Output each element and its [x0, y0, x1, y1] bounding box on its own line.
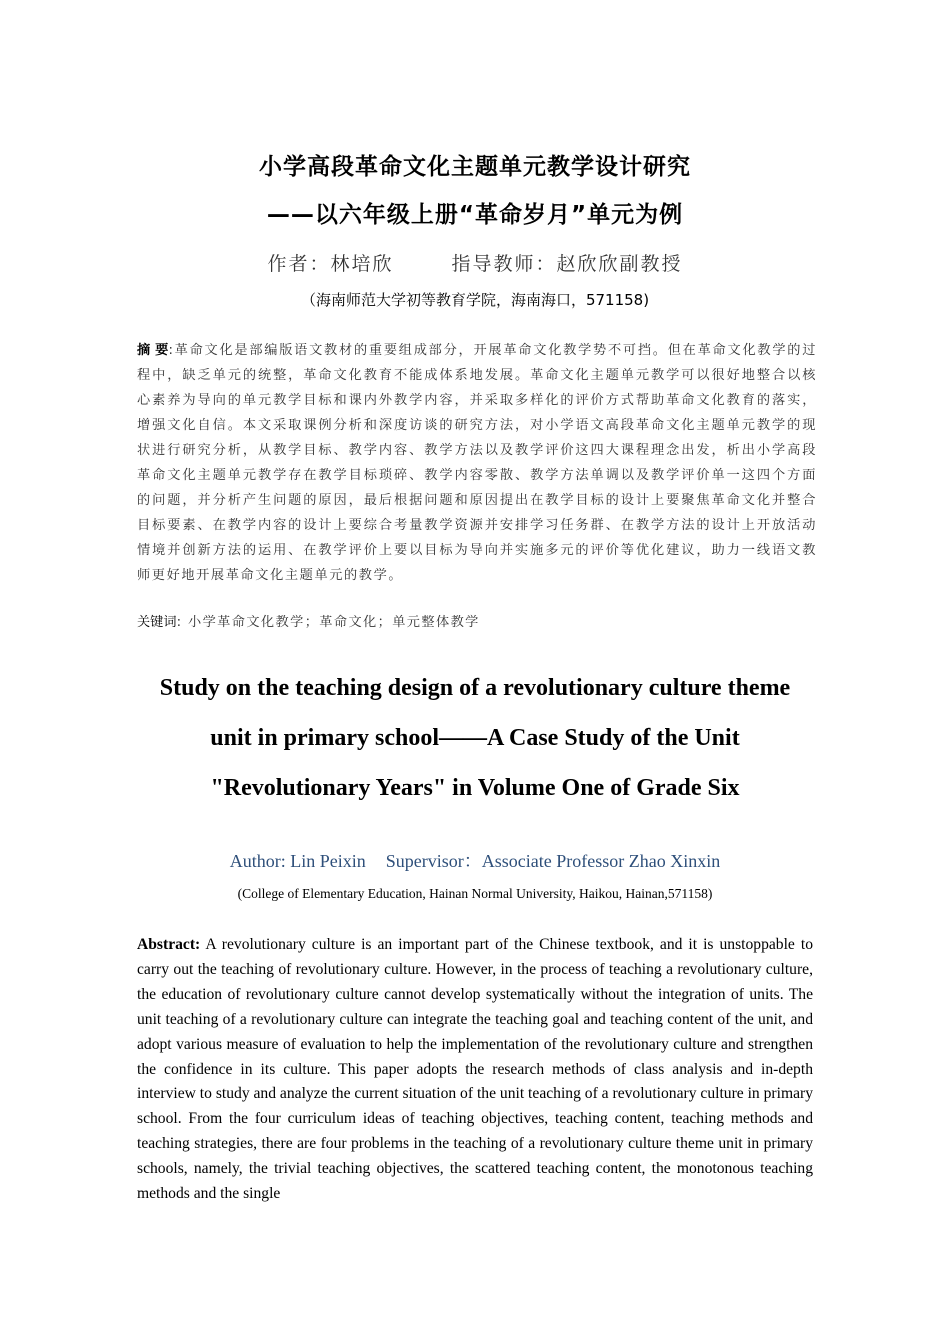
chinese-keywords-label: 关键词 — [137, 615, 177, 630]
english-abstract — [137, 933, 813, 1207]
english-affiliation: (College of Elementary Education, Hainan Normal University, Haikou, Hainan,571158) — [237, 886, 713, 901]
chinese-abstract-label: 摘 要 — [137, 343, 169, 358]
chinese-keywords — [137, 612, 817, 634]
english-supervisor: Supervisor：Associate Professor Zhao Xinxin — [385, 851, 721, 871]
chinese-affiliation: （海南师范大学初等教育学院，海南海口，571158) — [300, 291, 650, 309]
english-title-line-2: unit in primary school——A Case Study of the Unit — [210, 725, 740, 751]
chinese-title-line-2: ——以六年级上册“革命岁月”单元为例 — [266, 202, 684, 228]
english-author-line — [0, 847, 950, 873]
english-author: Author: Lin Peixin — [229, 851, 366, 871]
english-title-line-3: "Revolutionary Years" in Volume One of Grade Six — [210, 775, 740, 801]
chinese-keywords-text: : 小学革命文化教学；革命文化；单元整体教学 — [176, 615, 480, 630]
english-abstract-label: Abstract: — [137, 936, 201, 953]
chinese-title-line-1: 小学高段革命文化主题单元教学设计研究 — [259, 154, 691, 180]
chinese-abstract — [137, 338, 817, 588]
english-title — [95, 663, 855, 813]
chinese-author-line — [0, 249, 950, 276]
english-title-line-1: Study on the teaching design of a revolutionary culture theme — [159, 675, 791, 701]
english-abstract-text: A revolutionary culture is an important part of the Chinese textbook, and it is unstoppable to carry out the teaching of revolutionary culture. However, in the process of teaching a revolutionary culture, the education of revolutionary culture cannot develop systematically without the integration of units. The unit teaching of a revolutionary culture can integrate the teaching goal and teaching content of the unit, and adopt various measure of evaluation to help the implementation of the revolutionary culture and strengthen the confidence in its culture. This paper adopts the research methods of class analysis and in-depth interview to study and analyze the current situation of the unit teaching of a revolutionary culture in primary school. From the four curriculum ideas of teaching objectives, teaching content, teaching methods and teaching strategies, there are four problems in the teaching of a revolutionary culture theme unit in primary schools, namely, the trivial teaching objectives, the scattered teaching content, the monotonous teaching methods and the single — [137, 936, 813, 1203]
chinese-abstract-text: :革命文化是部编版语文教材的重要组成部分，开展革命文化教学势不可挡。但在革命文化教学的过程中，缺乏单元的统整，革命文化教育不能成体系地发展。革命文化主题单元教学可以很好地整合以核心素养为导向的单元教学目标和课内外教学内容，并采取多样化的评价方式帮助革命文化教育的落实，增强文化自信。本文采取课例分析和深度访谈的研究方法，对小学语文高段革命文化主题单元教学的现状进行研究分析，从教学目标、教学内容、教学方法以及教学评价这四大课程理念出发，析出小学高段革命文化主题单元教学存在教学目标琐碎、教学内容零散、教学方法单调以及教学评价单一这四个方面的问题，并分析产生问题的原因，最后根据问题和原因提出在教学目标的设计上要聚焦革命文化并整合目标要素、在教学内容的设计上要综合考量教学资源并安排学习任务群、在教学方法的设计上开放活动情境并创新方法的运用、在教学评价上要以目标为导向并实施多元的评价等优化建议，助力一线语文教师更好地开展革命文化主题单元的教学。 — [137, 343, 817, 583]
chinese-author: 作者：林培欣 — [267, 253, 394, 275]
chinese-supervisor: 指导教师：赵欣欣副教授 — [451, 253, 683, 275]
